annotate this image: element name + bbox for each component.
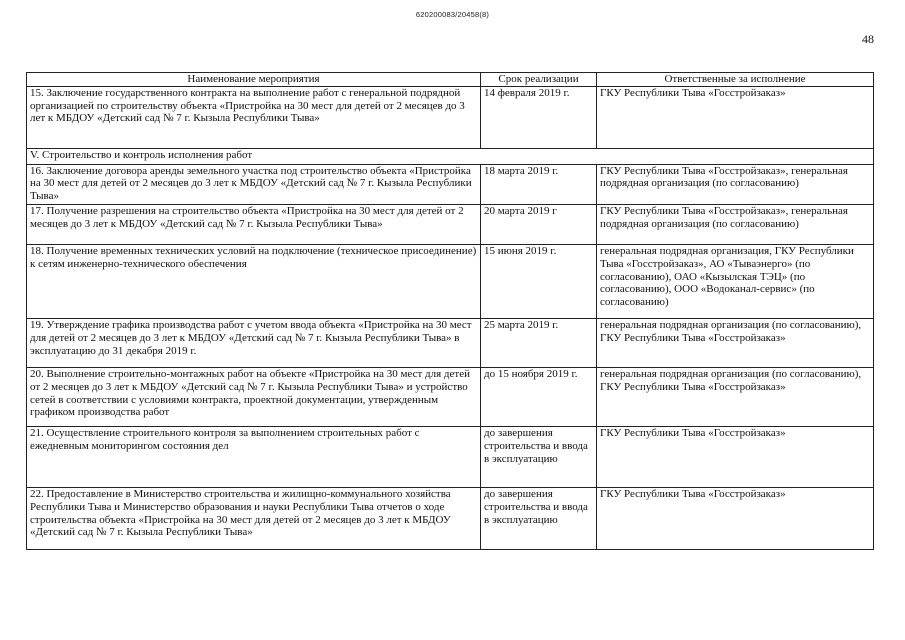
activity-responsible: ГКУ Республики Тыва «Госстройзаказ», генеральная подрядная организация (по согласованию): [597, 164, 874, 205]
table-row: [27, 245, 874, 319]
activity-name: 22. Предоставление в Министерство строительства и жилищно-коммунального хозяйства Республики Тыва и Министерство образования и науки Республики Тыва отчетов о ходе строительства объекта «Пристройка на 30 мест для детей от 2 месяцев до 3 лет к МБДОУ «Детский сад № 7 г. Кызыла Республики Тыва»: [27, 488, 481, 550]
table-row: [27, 87, 874, 149]
activity-name: 20. Выполнение строительно-монтажных работ на объекте «Пристройка на 30 мест для детей от 2 месяцев до 3 лет к МБДОУ «Детский сад № 7 г. Кызыла Республики Тыва» и устройство сетей в соответствии с условиями контракта, проектной документации, утвержденным графиком производства работ: [27, 368, 481, 427]
document-id: 620200083/20458(8): [415, 10, 490, 19]
activity-name: 19. Утверждение графика производства работ с учетом ввода объекта «Пристройка на 30 мест для детей от 2 месяцев до 3 лет к МБДОУ «Детский сад № 7 г. Кызыла Республики Тыва» в эксплуатацию до 31 декабря 2019 г.: [27, 319, 481, 368]
column-header-responsible: Ответственные за исполнение: [597, 73, 874, 87]
column-header-name: Наименование мероприятия: [27, 73, 481, 87]
activity-term: 15 июня 2019 г.: [481, 245, 597, 319]
activity-responsible: ГКУ Республики Тыва «Госстройзаказ», генеральная подрядная организация (по согласованию): [597, 205, 874, 245]
activity-term: до завершения строительства и ввода в эксплуатацию: [481, 488, 597, 550]
activity-name: 18. Получение временных технических условий на подключение (техническое присоединение) к сетям инженерно-технического обеспечения: [27, 245, 481, 319]
table-row: [27, 319, 874, 368]
table-header-row: [27, 73, 874, 87]
activity-responsible: генеральная подрядная организация (по согласованию), ГКУ Республики Тыва «Госстройзаказ»: [597, 368, 874, 427]
activity-term: 14 февраля 2019 г.: [481, 87, 597, 149]
table-row: [27, 205, 874, 245]
table-row: [27, 164, 874, 205]
activity-name: 17. Получение разрешения на строительство объекта «Пристройка на 30 мест для детей от 2 месяцев до 3 лет к МБДОУ «Детский сад № 7 г. Кызыла Республики Тыва»: [27, 205, 481, 245]
activities-table: [26, 72, 874, 550]
table-row: [27, 488, 874, 550]
activity-responsible: генеральная подрядная организация, ГКУ Республики Тыва «Госстройзаказ», АО «Тываэнерго» (по согласованию), ОАО «Кызылская ТЭЦ» (по согласованию), ООО «Водоканал-сервис» (по согласованию): [597, 245, 874, 319]
activity-name: 15. Заключение государственного контракта на выполнение работ с генеральной подрядной организацией по строительству объекта «Пристройка на 30 мест для детей от 2 месяцев до 3 лет к МБДОУ «Детский сад № 7 г. Кызыла Республики Тыва»: [27, 87, 481, 149]
activity-responsible: ГКУ Республики Тыва «Госстройзаказ»: [597, 427, 874, 488]
activity-term: 25 марта 2019 г.: [481, 319, 597, 368]
page-number: 48: [862, 32, 874, 46]
activity-term: до 15 ноября 2019 г.: [481, 368, 597, 427]
activity-responsible: генеральная подрядная организация (по согласованию), ГКУ Республики Тыва «Госстройзаказ»: [597, 319, 874, 368]
section-title: V. Строительство и контроль исполнения работ: [27, 149, 874, 165]
table-row: [27, 368, 874, 427]
activity-name: 16. Заключение договора аренды земельного участка под строительство объекта «Пристройка на 30 мест для детей от 2 месяцев до 3 лет к МБДОУ «Детский сад № 7 г. Кызыла Республики Тыва»: [27, 164, 481, 205]
activity-responsible: ГКУ Республики Тыва «Госстройзаказ»: [597, 87, 874, 149]
activity-term: 20 марта 2019 г: [481, 205, 597, 245]
activity-responsible: ГКУ Республики Тыва «Госстройзаказ»: [597, 488, 874, 550]
activity-term: 18 марта 2019 г.: [481, 164, 597, 205]
column-header-term: Срок реализации: [481, 73, 597, 87]
activity-name: 21. Осуществление строительного контроля за выполнением строительных работ с ежедневным мониторингом состояния дел: [27, 427, 481, 488]
table-row: [27, 427, 874, 488]
section-header-row: [27, 149, 874, 165]
activity-term: до завершения строительства и ввода в эксплуатацию: [481, 427, 597, 488]
